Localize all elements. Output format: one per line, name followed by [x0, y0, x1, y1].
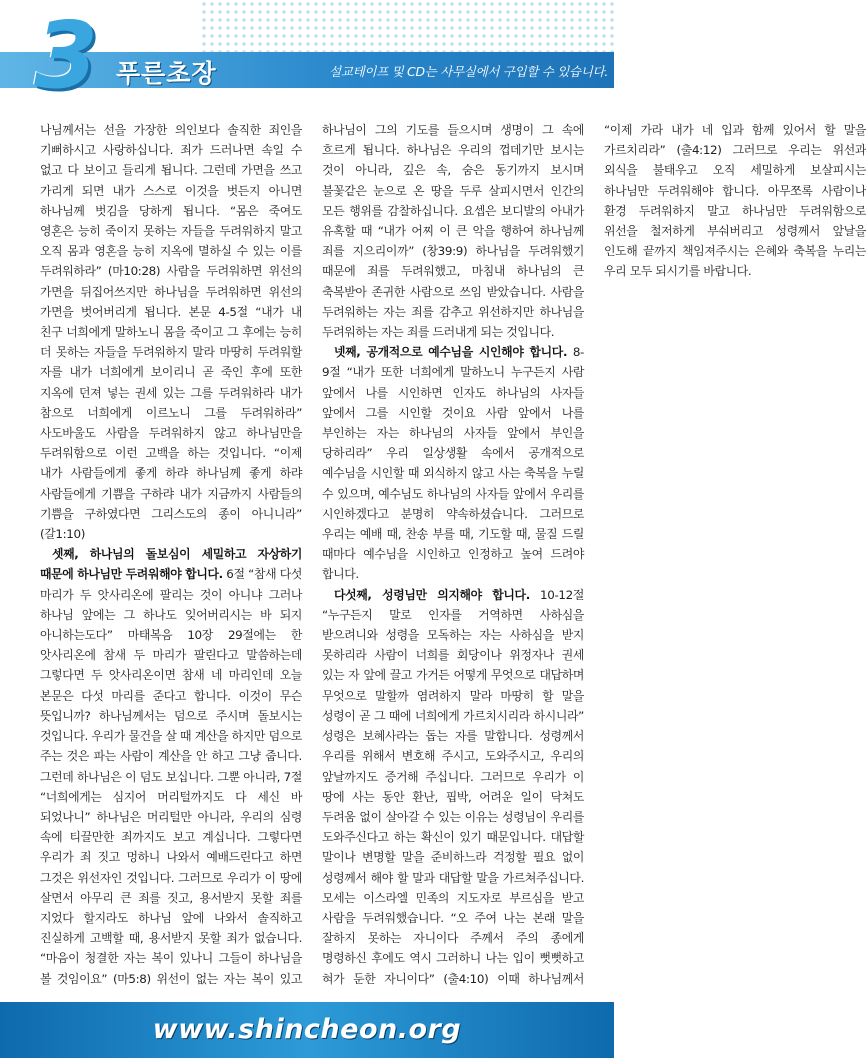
point-3-heading: 셋째, 하나님의 돌보심이 세밀하고 자상하기 때문에 하나님만 두려워해야 합니다.	[40, 547, 302, 582]
point-4-heading: 넷째, 공개적으로 예수님을 시인해야 합니다.	[334, 345, 568, 360]
paragraph-1: 나님께서는 선을 가장한 의인보다 솔직한 죄인을 기뻐하시고 사랑하십니다. 죄가 드러나면 속일 수 없고 다 보이고 들리게 됩니다. 그런데 가면을 쓰고 가리게 되면 내가 스스로 이것을 벗든지 아니면 하나님께 벗김을 당하게 됩니다. “몸은 죽여도 영혼은 능히 죽이지 못하는 자들을 두려워하지 말고 오직 몸과 영혼을 능히 지옥에 멸하실 수 있는 이를 두려워하라” (마10:28) 사람을 두려워하면 위선의 가면을 뒤집어쓰지만 하나님을 두려워하면 위선의 가면을 벗어버리게 됩니다. 본문 4-5절 “내가 내 친구 너희에게 말하노니 몸을 죽이고 그 후에는 능히 더 못하는 자들을 두려워하지 말라 마땅히 두려워할 자를 내가 너희에게 보이리니 곧 죽인 후에 또한 지옥에 던져 넣는 권세 있는 그를 두려워하라 내가 참으로 너희에게 이르노니 그를 두려워하라” 사도바울도 사람을 두려워하지 않고 하나님만을 두려워함으로 이런 고백을 하는 것입니다. “이제 내가 사람들에게 좋게 하랴 하나님께 좋게 하랴 사람들에게 기쁨을 구하랴 내가 지금까지 사람들의 기쁨을 구하였다면 그리스도의 종이 아니니라” (갈1:10)	[40, 123, 302, 542]
section-number: 3	[34, 2, 99, 109]
paragraph-3	[322, 342, 584, 584]
website-link[interactable]: www.shincheon.org	[152, 1014, 462, 1045]
purchase-notice: 설교테이프 및 CD는 사무실에서 구입할 수 있습니다.	[329, 64, 608, 79]
page-header	[0, 0, 614, 108]
point-3-text: 6절 “참새 다섯 마리가 두 앗사리온에 팔리는 것이 아니냐 그러나 하나님 앞에는 그 하나도 잊어버리시는 바 되지 아니하는도다” 마태복음 10장 29절에는 한 앗사리온에 참새 두 마리가 팔린다고 말씀하는데 그렇다면 두 앗사리온이면 참새 네 마리인데 오늘 본문은 다섯 마리를 준다고 합니다. 이것이 무슨 뜻입니까? 하나님께서는 덤으로 주시며 돌보시는 것입니다. 우리가 물건을 살 때 계산을 하지만 덤으로 주는 것은 파는 사람이 계산을 안 하고 그냥 줍니다. 그런데 하나님은 이 덤도 보십니다. 그뿐 아니라, 7절 “너희에게는 심지어 머리털까지도 다 세신 바 되었나니” 하나님은 머리털만 아니라, 우리의 심령 속에 티끌만한 죄까지도 보고 계십니다. 그렇다면 우리가 죄 짓고 멍하니 나와서 예배드린다고 하면 그것은 위선자인 것입니다. 그러므로 우리가 이 땅에 살면서 아무리 큰 죄를 짓고, 용서받지 못할 죄를 지었다 할지라도 하나님 앞에 나와서 솔직하고 진실하게 고백할 때, 용서받지 못할 죄가 없습니다. “마음이 청결한 자는 복이 있나니 그들이 하나님을 볼 것임이요” (마5:8) 위선이 없는 자는 복이 있고 하나님이 그의 기도를 들으시며 생명이 그 속에 흐르게 됩니다. 하나님은 우리의 껍데기만 보시는 것이 아니라, 깊은 속, 숨은 동기까지 보시며 불꽃같은 눈으로 온 땅을 두루 살피시면서 인간의 모든 행위를 감찰하십니다. 요셉은 보디발의 아내가 유혹할 때 “내가 어찌 이 큰 악을 행하여 하나님께 죄를 지으리이까” (창39:9) 하나님을 두려워했기 때문에 죄를 두려워했고, 마침내 하나님의 큰 축복받아 존귀한 사람으로 쓰임 받았습니다. 사람을 두려워하는 자는 죄를 감추고 위선하지만 하나님을 두려워하는 자는 죄를 드러내게 되는 것입니다.	[40, 123, 584, 986]
point-5-heading: 다섯째, 성령님만 의지해야 합니다.	[334, 587, 530, 602]
page-footer	[0, 1002, 614, 1058]
point-5-text: 10-12절 “누구든지 말로 인자를 거역하면 사하심을 받으려니와 성령을 모독하는 자는 사하심을 받지 못하리라 사람이 너희를 회당이나 위정자나 권세 있는 자 앞에 끌고 가거든 어떻게 무엇으로 대답하며 무엇으로 말할까 염려하지 말라 마땅히 할 말을 성령이 곧 그 때에 너희에게 가르치시리라 하시니라” 성령은 보혜사라는 돕는 자를 말합니다. 성령께서 우리를 위해서 변호해 주시고, 도와주시고, 우리의 앞날까지도 증거해 주십니다. 그러므로 우리가 이 땅에 사는 동안 환난, 핍박, 어려운 일이 닥쳐도 두려움 없이 살아갈 수 있는 이유는 성령님이 우리를 도와주신다고 하는 확신이 있기 때문입니다. 대답할 말이나 변명할 말을 준비하느라 걱정할 필요 없이 성령께서 해야 할 말과 대답할 말을 가르쳐주십니다. 모세는 이스라엘 민족의 지도자로 부르심을 받고 사람을 두려워했습니다. “오 주여 나는 본래 말을 잘하지 못하는 자니이다 주께서 주의 종에게 명령하신 후에도 역시 그러하니 나는 입이 뻣뻣하고 혀가 둔한 자니이다” (출4:10) 이때 하나님께서 “이제 가라 내가 네 입과 함께 있어서 할 말을 가르치리라” (출4:12) 그러므로 우리는 위선과 외식을 불태우고 오직 세밀하게 보살피시는 하나님만 두려워해야 합니다. 아무쪼록 사람이나 환경 두려워하지 말고 하나님만 두려워함으로 위선을 철저하게 부숴버리고 성령께서 앞날을 인도해 끝까지 책임져주시는 은혜와 축복을 누리는 우리 모두 되시기를 바랍니다.	[322, 123, 866, 986]
sermon-body	[40, 120, 866, 998]
section-title: 푸른초장	[116, 59, 217, 88]
header-dot-pattern	[200, 0, 614, 52]
point-4-text: 8-9절 “내가 또한 너희에게 말하노니 누구든지 사람 앞에서 나를 시인하면 인자도 하나님의 사자들 앞에서 그를 시인할 것이요 사람 앞에서 나를 부인하는 자는 하나님의 사자들 앞에서 부인을 당하리라” 우리 일상생활 속에서 공개적으로 예수님을 시인할 때 외식하지 않고 사는 축복을 누릴 수 있으며, 예수님도 하나님의 사자들 앞에서 우리를 시인하겠다고 분명히 약속하셨습니다. 그러므로 우리는 예배 때, 찬송 부를 때, 기도할 때, 물질 드릴 때마다 예수님을 시인하고 인정하고 높여 드려야 합니다.	[322, 345, 585, 582]
